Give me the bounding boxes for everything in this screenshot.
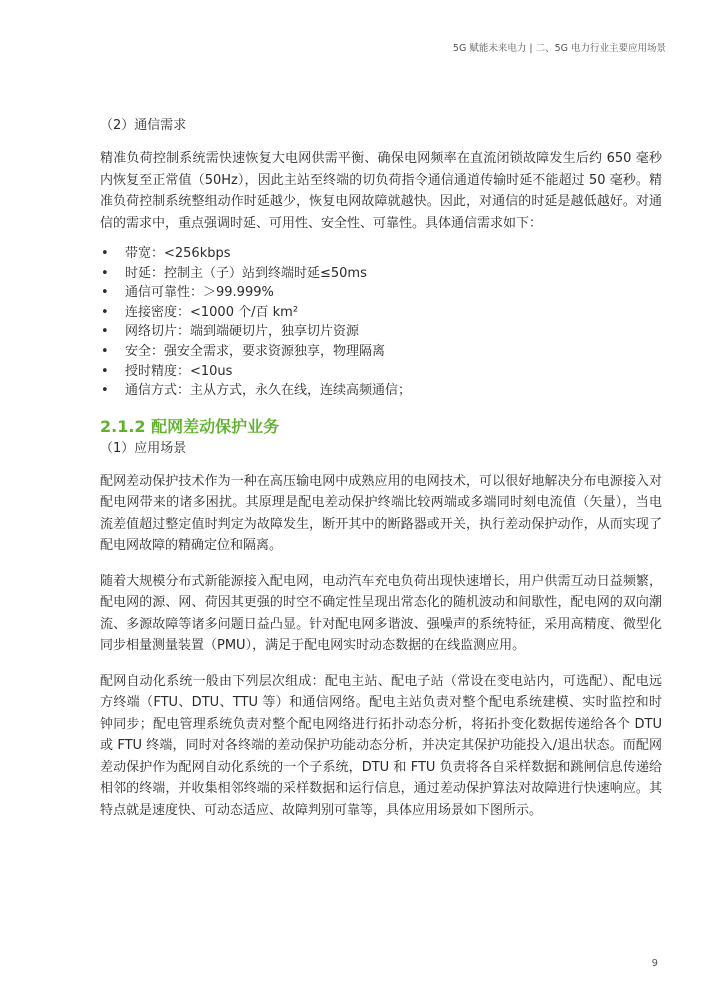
- section-title: 2.1.2 配网差动保护业务: [100, 416, 280, 436]
- list-item: [100, 362, 662, 382]
- bullet-icon: •: [101, 383, 109, 399]
- bullet-icon: •: [101, 246, 109, 261]
- bullet-icon: •: [101, 265, 109, 281]
- list-item: [100, 303, 662, 323]
- list-item-text: 通信可靠性：＞99.999%: [125, 285, 274, 301]
- list-item: [100, 381, 662, 401]
- list-item-text: 网络切片：端到端硬切片，独享切片资源: [125, 324, 360, 340]
- list-item: [100, 244, 662, 264]
- list-item-text: 连接密度：<1000 个/百 km²: [125, 304, 299, 320]
- list-item-text: 安全：强安全需求，要求资源独享，物理隔离: [125, 343, 386, 359]
- list-item: [100, 283, 662, 303]
- comm-req-heading: （2）通信需求: [100, 118, 187, 133]
- bullet-icon: •: [101, 363, 109, 379]
- list-item-text: 带宽：<256kbps: [125, 246, 231, 261]
- main-content: [100, 116, 662, 821]
- list-item: [100, 264, 662, 284]
- list-item: [100, 322, 662, 342]
- list-item-text: 通信方式：主从方式，永久在线，连续高频通信；: [125, 383, 412, 399]
- bullet-icon: •: [101, 304, 109, 320]
- list-item: [100, 342, 662, 362]
- page-header: 5G 赋能未来电力 | 二、5G 电力行业主要应用场景: [452, 43, 666, 54]
- bullet-icon: •: [101, 324, 109, 340]
- list-item-text: 授时精度：<10us: [125, 363, 233, 379]
- body-paragraph: 配网自动化系统一般由下列层次组成：配电主站、配电子站（常设在变电站内，可选配）、配电远方终端（FTU、DTU、TTU 等）和通信网络。配电主站负责对整个配电系统建模、实时监控和时钟同步；配电管理系统负责对整个配电网络进行拓扑动态分析，将拓扑变化数据传递给各个 DTU 或 FTU 终端，同时对各终端的差动保护功能动态分析，并决定其保护功能投入/退出状态。而配网差动保护作为配网自动化系统的一个子系统，DTU 和 FTU 负责将各自采样数据和跳闸信息传递给相邻的终端，并收集相邻终端的采样数据和运行信息，通过差动保护算法对故障进行快速响应。其特点就是速度快、可动态适应、故障判别可靠等，具体应用场景如下图所示。: [100, 673, 662, 818]
- bullet-icon: •: [101, 285, 109, 301]
- body-paragraph: 配网差动保护技术作为一种在高压输电网中成熟应用的电网技术，可以很好地解决分布电源接入对配电网带来的诸多困扰。其原理是配电差动保护终端比较两端或多端同时刻电流值（矢量），当电流差值超过整定值时判定为故障发生，断开其中的断路器或开关，执行差动保护动作，从而实现了配电网故障的精确定位和隔离。: [100, 473, 662, 554]
- comm-req-list: [100, 244, 662, 401]
- section-subheading: （1）应用场景: [100, 440, 187, 456]
- body-paragraph: 随着大规模分布式新能源接入配电网，电动汽车充电负荷出现快速增长，用户供需互动日益频繁，配电网的源、网、荷因其更强的时空不确定性呈现出常态化的随机波动和间歇性，配电网的双向潮流、多源故障等诸多问题日益凸显。针对配电网多谐波、强噪声的系统特征，采用高精度、微型化同步相量测量装置（PMU），满足于配电网实时动态数据的在线监测应用。: [100, 573, 662, 654]
- list-item-text: 时延：控制主（子）站到终端时延≤50ms: [125, 265, 367, 281]
- bullet-icon: •: [101, 343, 109, 359]
- page-number: 9: [651, 958, 658, 969]
- comm-req-intro: 精准负荷控制系统需快速恢复大电网供需平衡、确保电网频率在直流闭锁故障发生后约 650 毫秒内恢复至正常值（50Hz），因此主站至终端的切负荷指令通信通道传输时延不能超过 50 毫秒。精准负荷控制系统整组动作时延越少，恢复电网故障就越快。因此，对通信的时延是越低越好。对通信的需求中，重点强调时延、可用性、安全性、可靠性。具体通信需求如下：: [100, 151, 662, 231]
